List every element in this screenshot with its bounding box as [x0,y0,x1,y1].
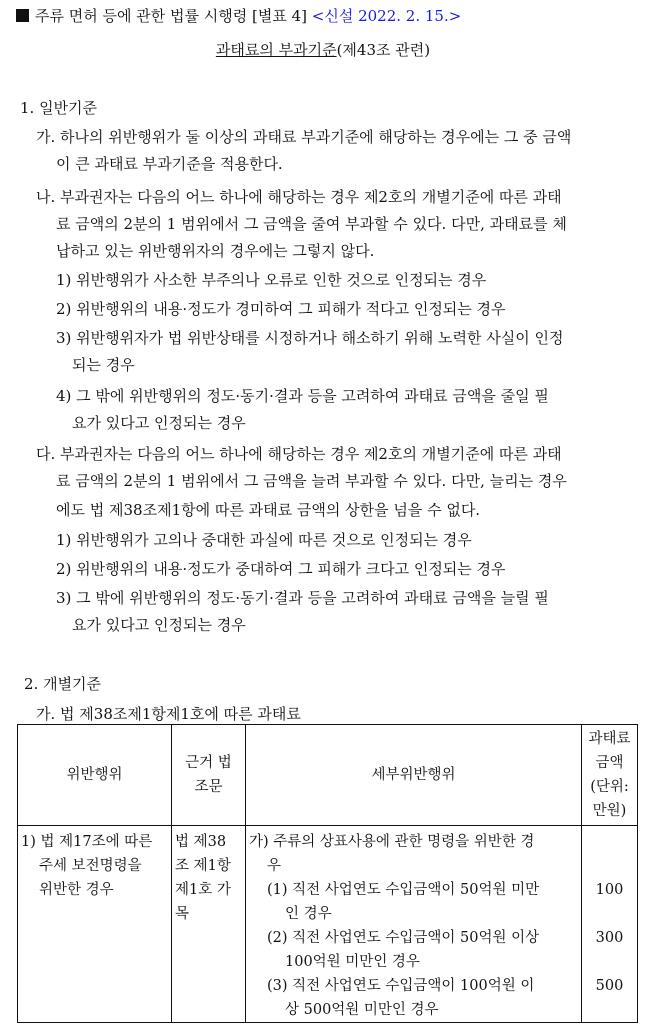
violation-line: 1) 법 제17조에 따른 [21,834,153,850]
document-header [16,6,461,26]
detail-line: (2) 직전 사업연도 수입금액이 50억원 이상 [267,930,540,946]
violation-line: 주세 보전명령을 [39,858,142,874]
section1-ga-line: 가. 하나의 위반행위가 둘 이상의 과태료 부과기준에 해당하는 경우에는 그 중 금액 [36,128,572,146]
amount-line [582,854,637,878]
section1-na-item: 3) 위반행위자가 법 위반상태를 시정하거나 해소하기 위해 노력한 사실이 인정 [56,329,564,347]
header-amount-line: 과태료 [588,731,631,747]
amount-line [582,830,637,854]
section1-da-line: 료 금액의 2분의 1 범위에서 그 금액을 늘려 부과할 수 있다. 다만, 늘리는 경우 [56,472,567,490]
detail-line: (3) 직전 사업연도 수입금액이 100억원 이 [267,978,535,994]
cell-detail [246,826,582,1023]
section1-da-item: 2) 위반행위의 내용·정도가 중대하여 그 피해가 크다고 인정되는 경우 [56,560,506,578]
section1-na-item: 4) 그 밖에 위반행위의 정도·동기·결과 등을 고려하여 과태료 금액을 줄일 필 [56,387,549,405]
header-amount [582,725,638,826]
subtitle-main: 과태료의 부과기준 [215,41,337,59]
amount-value: 100 [595,882,624,898]
section1-na-line: 료 금액의 2분의 1 범위에서 그 금액을 줄여 부과할 수 있다. 다만, 과태료를 체 [56,215,567,233]
section1-ga-line: 이 큰 과태료 부과기준을 적용한다. [56,155,283,173]
section1-da-line: 다. 부과권자는 다음의 어느 하나에 해당하는 경우 제2호의 개별기준에 따른 과태 [36,445,562,463]
detail-line: 가) 주류의 상표사용에 관한 명령을 위반한 경 [249,834,535,850]
violation-line: 위반한 경우 [39,882,114,898]
header-basis-line: 조문 [194,779,223,795]
header-title: 주류 면허 등에 관한 법률 시행령 [별표 4] [35,7,307,25]
amount-value: 300 [595,930,624,946]
section1-na-line: 나. 부과권자는 다음의 어느 하나에 해당하는 경우 제2호의 개별기준에 따른 과태 [36,188,562,206]
header-basis [172,725,246,826]
section1-heading: 1. 일반기준 [20,99,98,117]
section1-da-item: 1) 위반행위가 고의나 중대한 과실에 따른 것으로 인정되는 경우 [56,531,472,549]
detail-line: 우 [267,858,282,874]
document-subtitle [0,40,646,60]
detail-line: (1) 직전 사업연도 수입금액이 50억원 미만 [267,882,540,898]
cell-basis [172,826,246,1023]
table-header-row [18,725,638,826]
section2-heading: 2. 개별기준 [24,675,102,693]
basis-line: 법 제38 [175,834,227,850]
cell-amount [582,826,638,1023]
header-amount-line: 만원) [592,803,627,819]
basis-line: 목 [175,906,190,922]
section1-da-item: 3) 그 밖에 위반행위의 정도·동기·결과 등을 고려하여 과태료 금액을 늘릴 필 [56,589,549,607]
header-detail: 세부위반행위 [246,725,582,826]
black-square-icon [16,9,29,22]
subtitle-ref: (제43조 관련) [336,41,431,59]
basis-line: 조 제1항 [175,858,231,874]
header-amount-line: (단위: [590,779,629,795]
section1-da-line: 에도 법 제38조제1항에 따른 과태료 금액의 상한을 넘을 수 없다. [56,501,481,519]
section1-na-item: 2) 위반행위의 내용·정도가 경미하여 그 피해가 적다고 인정되는 경우 [56,300,506,318]
section1-na-item-cont: 되는 경우 [72,356,135,374]
detail-line: 상 500억원 미만인 경우 [285,1002,439,1018]
section1-na-line: 납하고 있는 위반행위자의 경우에는 그렇지 않다. [56,242,375,260]
detail-line: 인 경우 [285,906,332,922]
header-violation: 위반행위 [18,725,172,826]
table-row [18,826,638,1023]
amount-value: 500 [595,978,624,994]
penalty-table [17,724,638,1023]
detail-line: 100억원 미만인 경우 [285,954,420,970]
amount-line [582,902,637,926]
section1-na-item-cont: 요가 있다고 인정되는 경우 [72,414,246,432]
basis-line: 제1호 가 [175,882,231,898]
header-basis-line: 근거 법 [185,755,232,771]
section1-da-item-cont: 요가 있다고 인정되는 경우 [72,616,246,634]
cell-violation [18,826,172,1023]
amendment-note: <신설 2022. 2. 15.> [311,7,462,25]
amount-line [582,998,637,1022]
section2-ga-heading: 가. 법 제38조제1항제1호에 따른 과태료 [36,705,301,723]
amount-line [582,950,637,974]
section1-na-item: 1) 위반행위가 사소한 부주의나 오류로 인한 것으로 인정되는 경우 [56,271,487,289]
header-amount-line: 금액 [595,755,624,771]
